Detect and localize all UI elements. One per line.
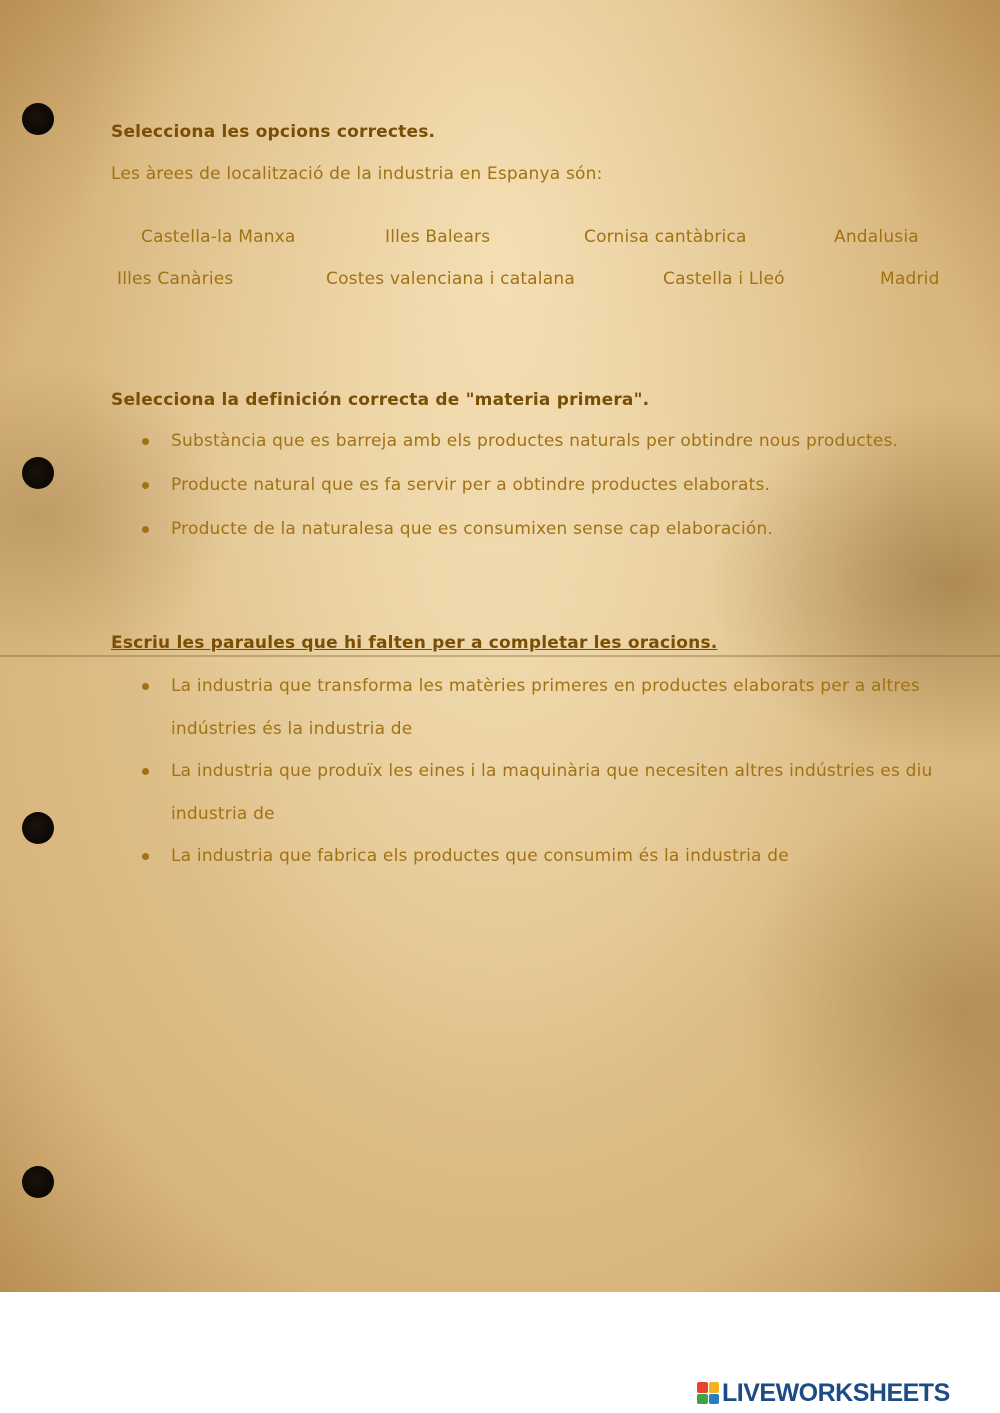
bullet xyxy=(142,438,149,445)
binder-hole xyxy=(22,812,54,844)
sentence-2-line2: industria de xyxy=(171,804,275,824)
definition-option-2[interactable]: Producte natural que es fa servir per a obtindre productes elaborats. xyxy=(171,475,771,495)
section3-heading: Escriu les paraules que hi falten per a completar les oracions. xyxy=(111,633,718,653)
sentence-2-line1: La industria que produïx les eines i la maquinària que necesiten altres indústries es diu xyxy=(171,761,933,781)
logo-icon xyxy=(697,1382,719,1404)
section1-question: Les àrees de localització de la industria en Espanya són: xyxy=(111,164,603,184)
section2-heading: Selecciona la definición correcta de "materia primera". xyxy=(111,390,650,410)
sentence-1-line1: La industria que transforma les matèries primeres en productes elaborats per a altres xyxy=(171,676,920,696)
option-costes-valenciana-catalana[interactable]: Costes valenciana i catalana xyxy=(326,269,575,289)
bullet xyxy=(142,526,149,533)
sentence-1-line2: indústries és la industria de xyxy=(171,719,413,739)
binder-hole xyxy=(22,103,54,135)
option-cornisa-cantabrica[interactable]: Cornisa cantàbrica xyxy=(584,227,747,247)
liveworksheets-logo xyxy=(697,1380,950,1406)
binder-hole xyxy=(22,1166,54,1198)
bullet xyxy=(142,853,149,860)
bullet xyxy=(142,683,149,690)
option-castella-la-manxa[interactable]: Castella-la Manxa xyxy=(141,227,296,247)
section1-heading: Selecciona les opcions correctes. xyxy=(111,122,436,142)
binder-hole xyxy=(22,457,54,489)
bullet xyxy=(142,482,149,489)
logo-text: LIVEWORKSHEETS xyxy=(722,1378,950,1407)
option-castella-i-lleo[interactable]: Castella i Lleó xyxy=(663,269,785,289)
option-illes-balears[interactable]: Illes Balears xyxy=(385,227,491,247)
option-madrid[interactable]: Madrid xyxy=(880,269,940,289)
bullet xyxy=(142,768,149,775)
option-andalusia[interactable]: Andalusia xyxy=(834,227,919,247)
sentence-3: La industria que fabrica els productes que consumim és la industria de xyxy=(171,846,789,866)
definition-option-3[interactable]: Producte de la naturalesa que es consumixen sense cap elaboración. xyxy=(171,519,774,539)
option-illes-canaries[interactable]: Illes Canàries xyxy=(117,269,234,289)
definition-option-1[interactable]: Substància que es barreja amb els productes naturals per obtindre nous productes. xyxy=(171,431,899,451)
